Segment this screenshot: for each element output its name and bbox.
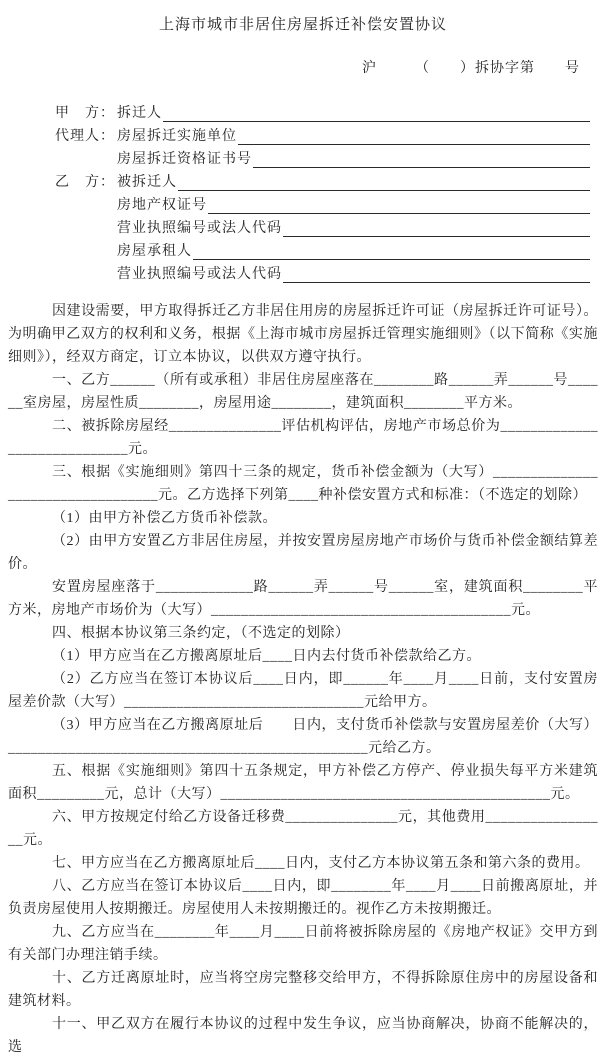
- agreement-paragraph: （1）由甲方补偿乙方货币补偿款。: [52, 511, 277, 526]
- party-field-name: 房地产权证号: [117, 198, 207, 213]
- document-title: 上海市城市非居住房屋拆迁补偿安置协议: [158, 17, 447, 33]
- party-role-label: 代理人：: [55, 129, 115, 144]
- agreement-paragraph: 七、甲方应当在乙方搬离原址后____日内，支付乙方本协议第五条和第六条的费用。: [52, 856, 590, 871]
- fill-in-blank-line: [282, 268, 590, 286]
- agreement-paragraph: 三、根据《实施细则》第四十三条的规定，货币补偿金额为（大写）__________________________________元。乙方选择下列第____种补偿安置方式和标准：（不选定的划除）: [8, 465, 598, 503]
- parties-block: [55, 102, 590, 286]
- party-row: [55, 194, 590, 217]
- agreement-paragraph: （1）甲方应当在乙方搬离原址后____日内去付货币补偿款给乙方。: [52, 649, 481, 664]
- agreement-paragraph: 因建设需要，甲方取得拆迁乙方非居住用房的房屋拆迁许可证（房屋拆迁许可证号）。为明确甲乙双方的权利和义务，根据《上海市城市房屋拆迁管理实施细则》（以下简称《实施细则》），经双方商定，订立本协议，以供双方遵守执行。: [8, 304, 598, 365]
- party-field-name: 房屋承租人: [117, 244, 192, 259]
- agreement-paragraph: 五、根据《实施细则》第四十五条规定，甲方补偿乙方停产、停业损失每平方米建筑面积_________元，总计（大写）____________________________________________元。: [8, 764, 598, 802]
- party-field-name: 房屋拆迁实施单位: [117, 129, 237, 144]
- party-field-name: 房屋拆迁资格证书号: [117, 152, 252, 167]
- fill-in-blank-line: [282, 222, 590, 240]
- agreement-paragraph: 八、乙方应当在签订本协议后____日内，即________年____月____日前搬离原址，并负责房屋使用人按期搬迁。房屋使用人未按期搬迁的。视作乙方未按期搬迁。: [8, 879, 598, 917]
- party-row: [55, 171, 590, 194]
- party-row: [55, 102, 590, 125]
- agreement-paragraph: 十、乙方迁离原址时，应当将空房完整移交给甲方，不得拆除原住房中的房屋设备和建筑材料。: [8, 971, 598, 1009]
- party-role-label: 乙 方：: [55, 175, 115, 190]
- fill-in-blank-line: [252, 153, 590, 171]
- party-row: [55, 125, 590, 148]
- fill-in-blank-line: [207, 199, 590, 217]
- party-row: [55, 240, 590, 263]
- fill-in-blank-line: [237, 130, 590, 148]
- fill-in-blank-line: [177, 176, 590, 194]
- party-row: [55, 263, 590, 286]
- agreement-paragraph: 四、根据本协议第三条约定，（不选定的划除）: [52, 626, 350, 641]
- party-row: [55, 217, 590, 240]
- agreement-paragraph: （3）甲方应当在乙方搬离原址后 日内，支付货币补偿款与安置房屋差价（大写）________________________________________________元给乙方。: [8, 718, 598, 756]
- party-field-name: 营业执照编号或法人代码: [117, 221, 282, 236]
- agreement-body: [8, 300, 598, 1059]
- party-role-label: 甲 方：: [55, 106, 115, 121]
- document-number-line: 沪 （ ）拆协字第 号: [362, 61, 580, 76]
- agreement-paragraph: 安置房屋座落于_____________路______弄______号______室，建筑面积________平方米，房地产市场价为（大写）________________________________________元。: [8, 580, 598, 618]
- agreement-paragraph: 九、乙方应当在________年____月____日前将被拆除房屋的《房地产权证》交甲方到有关部门办理注销手续。: [8, 925, 598, 963]
- agreement-paragraph: 一、乙方______（所有或承租）非居住房屋座落在________路______弄______号______室房屋，房屋性质________，房屋用途________，建筑面积________平方米。: [8, 373, 598, 411]
- party-field-name: 营业执照编号或法人代码: [117, 267, 282, 282]
- party-row: [55, 148, 590, 171]
- agreement-paragraph: （2）乙方应当在签订本协议后____日内，即______年____月____日前，支付安置房屋差价款（大写）________________________________元给甲方。: [8, 672, 598, 710]
- party-field-name: 拆迁人: [117, 106, 162, 121]
- fill-in-blank-line: [162, 107, 590, 125]
- agreement-paragraph: 十一、甲乙双方在履行本协议的过程中发生争议，应当协商解决，协商不能解决的，选: [8, 1017, 598, 1055]
- agreement-paragraph: 二、被拆除房屋经_______________评估机构评估，房地产市场总价为_____________________________元。: [8, 419, 598, 457]
- fill-in-blank-line: [192, 245, 590, 263]
- party-field-name: 被拆迁人: [117, 175, 177, 190]
- agreement-paragraph: 六、甲方按规定付给乙方设备迁移费_______________元，其他费用_________________元。: [8, 810, 598, 848]
- agreement-paragraph: （2）由甲方安置乙方非居住房屋，并按安置房屋房地产市场价与货币补偿金额结算差价。: [8, 534, 598, 572]
